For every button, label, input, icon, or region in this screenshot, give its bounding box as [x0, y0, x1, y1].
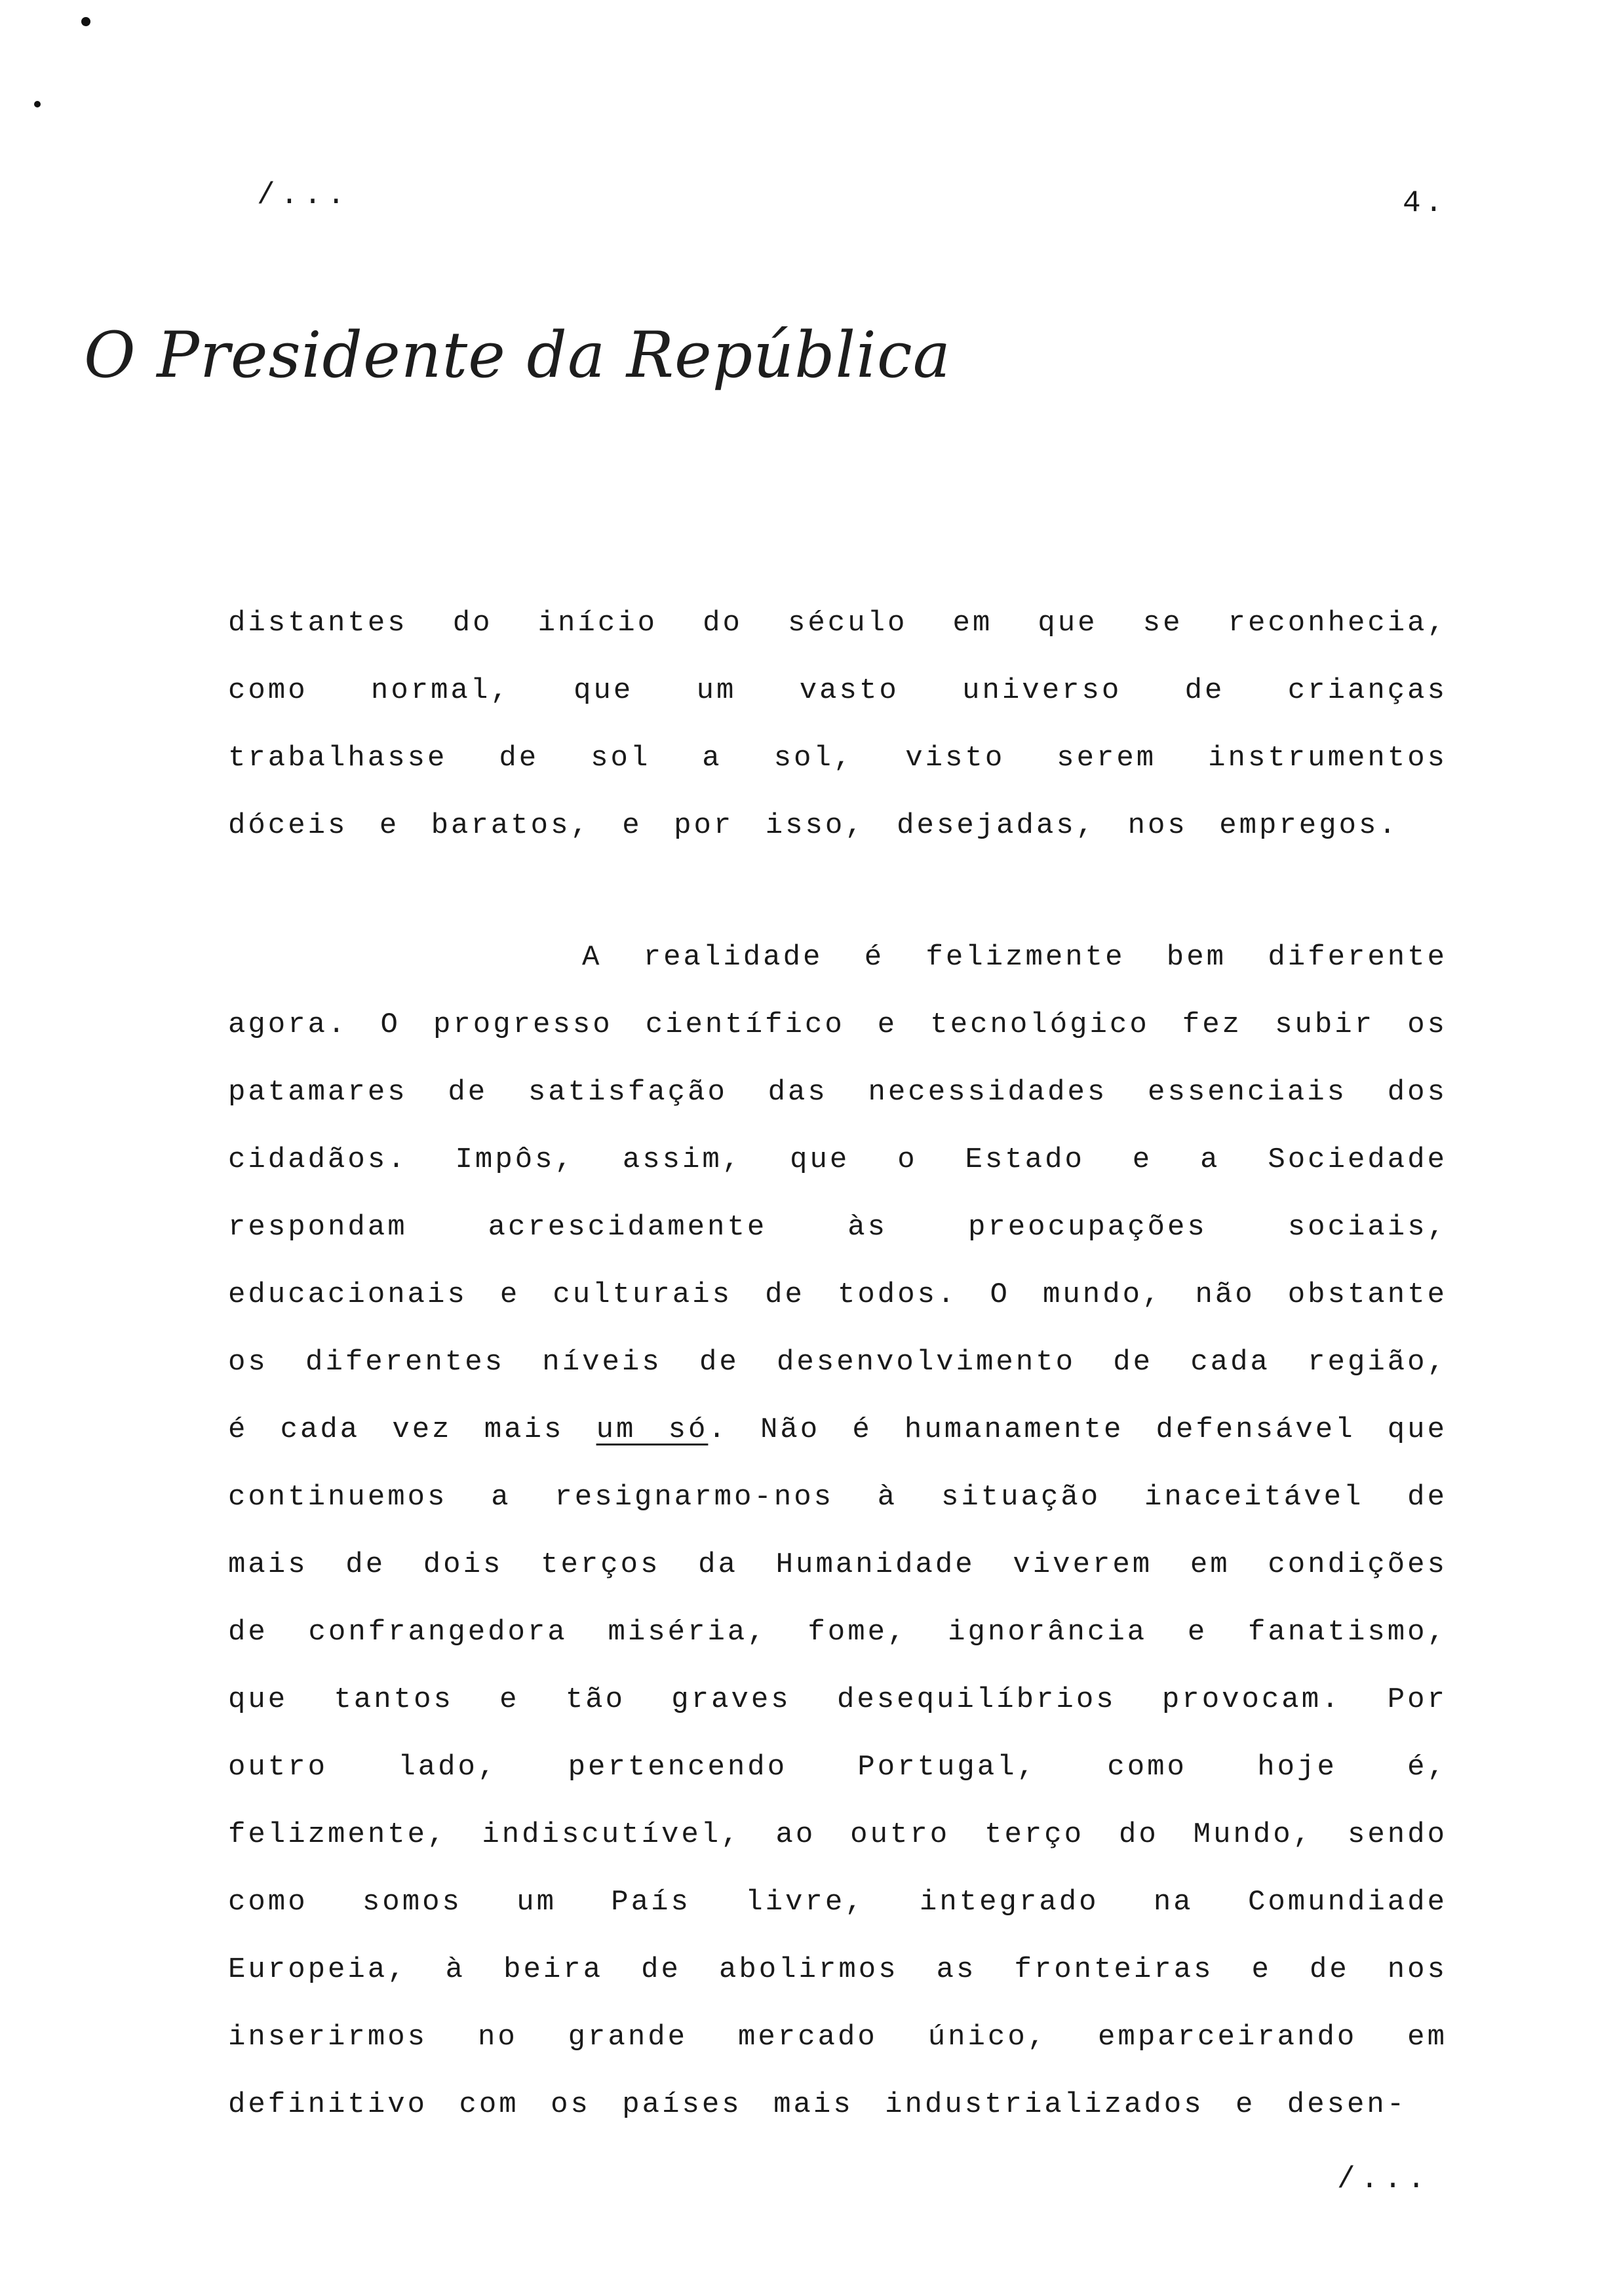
underlined-phrase: um só — [596, 1413, 709, 1446]
scan-speck — [81, 17, 90, 26]
letterhead-title: O Presidente da República — [84, 318, 951, 392]
paragraph-2-end: . Não é humanamente defensável que continuemos a resignarmo-nos à situação inaceitável de mais de dois terços da Humanidade viverem em condições de confrangedora miséria, fome, ignorância e fanatismo, que tantos e tão graves desequilíbrios provocam. Por outro lado, pertencendo Portugal, como hoje é, felizmente, indiscutível, ao outro terço do Mundo, sendo como somos um País livre, integrado na Comundiade Europeia, à beira de abolirmos as fronteiras e de nos inserirmos no grande mercado único, emparceirando em definitivo com os países mais industrializados e desen- — [228, 1413, 1447, 2121]
paragraph-2-start: A realidade é felizmente bem diferente agora. O progresso científico e tecnológico fez subir os patamares de satisfação das necessidades essenciais dos cidadãos. Impôs, assim, que o Estado e a Sociedade respondam acrescidamente às preocupações sociais, educacionais e culturais de todos. O mundo, não obstante os diferentes níveis de desenvolvimento de cada região, é cada vez mais — [228, 941, 1447, 1446]
scan-speck — [34, 101, 41, 107]
continuation-mark-bottom: /... — [1337, 2162, 1431, 2196]
page-number: 4. — [1403, 186, 1447, 220]
body-text — [228, 590, 1447, 2139]
paragraph-2 — [228, 924, 1447, 2139]
continuation-mark-top: /... — [257, 178, 351, 212]
paragraph-1: distantes do início do século em que se reconhecia, como normal, que um vasto universo de crianças trabalhasse de sol a sol, visto serem instrumentos dóceis e baratos, e por isso, desejadas, nos empregos. — [228, 607, 1447, 842]
